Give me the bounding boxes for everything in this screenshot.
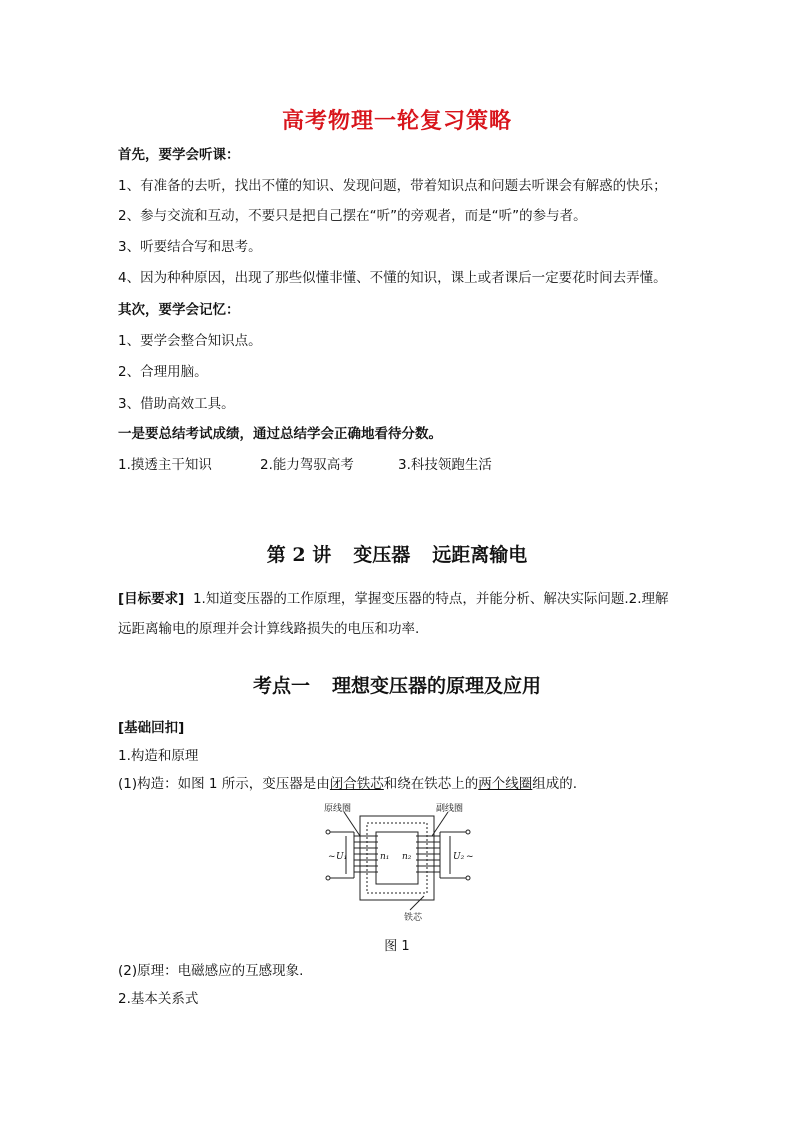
label-secondary: 副线圈 [436,804,464,814]
base-item-1: 1.构造和原理 [118,748,199,764]
goal-paragraph [118,584,683,644]
tag-3: 3.科技领跑生活 [398,457,492,473]
label-n2: n₂ [402,852,412,862]
summary-line: 一是要总结考试成绩，通过总结学会正确地看待分数。 [118,426,442,442]
section1-heading: 首先，要学会听课： [118,147,240,163]
construct-underline-1: 闭合铁芯 [329,776,384,792]
goal-label: [目标要求] [118,591,185,607]
secondary-coil [416,832,440,878]
tag-row [118,455,492,475]
section2-item-2: 2、合理用脑。 [118,364,208,380]
section1-item-4: 4、因为种种原因，出现了那些似懂非懂、不懂的知识，课上或者课后一定要花时间去弄懂。 [118,270,667,286]
label-n1: n₁ [380,852,390,862]
section2-item-3: 3、借助高效工具。 [118,396,235,412]
lecture-prefix: 第 2 讲 [266,544,332,566]
section2-heading: 其次，要学会记忆： [118,302,240,318]
tag-1: 1.摸透主干知识 [118,457,212,473]
transformer-figure [318,802,478,927]
label-u2: U₂ [453,852,465,862]
section1-item-1: 1、有准备的去听，找出不懂的知识、发现问题，带着知识点和问题去听课会有解惑的快乐； [118,178,667,194]
section2-item-1: 1、要学会整合知识点。 [118,333,262,349]
lecture-topic-1: 变压器 [353,544,411,566]
kaodian-heading [0,671,794,698]
label-ac-right: ~ [466,852,474,862]
tag-2: 2.能力驾驭高考 [260,457,354,473]
lecture-heading [0,540,794,567]
label-u1: U₁ [336,852,348,862]
goal-text-2: 远距离输电的原理并会计算线路损失的电压和功率. [118,621,420,637]
base-item-2: 2.基本关系式 [118,991,199,1007]
base-label: [基础回扣] [118,720,185,736]
section1-item-2: 2、参与交流和互动，不要只是把自己摆在“听”的旁观者，而是“听”的参与者。 [118,208,587,224]
construct-line: (1)构造：如图 1 所示，变压器是由闭合铁芯和绕在铁芯上的两个线圈组成的. [118,776,578,792]
goal-text-1: 1.知道变压器的工作原理，掌握变压器的特点，并能分析、解决实际问题.2.理解 [192,591,669,607]
label-ac-left: ~ [328,852,336,862]
construct-underline-2: 两个线圈 [478,776,533,792]
kaodian-prefix: 考点一 [252,675,310,697]
figure-caption: 图 1 [384,939,410,954]
kaodian-title: 理想变压器的原理及应用 [332,675,542,697]
principle-line: (2)原理：电磁感应的互感现象. [118,963,304,979]
page-title: 高考物理一轮复习策略 [281,109,512,134]
primary-coil [354,832,378,878]
label-primary: 原线圈 [324,804,352,814]
label-core: 铁芯 [404,913,423,923]
lecture-topic-2: 远距离输电 [432,544,528,566]
section1-item-3: 3、听要结合写和思考。 [118,239,262,255]
